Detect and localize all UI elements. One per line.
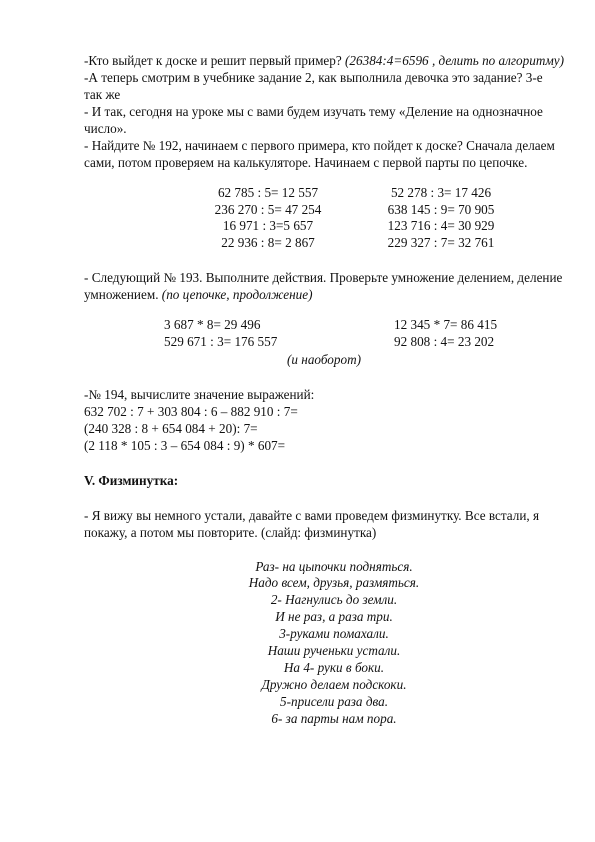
task-193-note: (по цепочке, продолжение) (161, 287, 313, 303)
task-193-examples (84, 317, 564, 350)
example-row: 16 971 : 3=5 657 (222, 218, 314, 234)
intro-answer-note: (26384:4=6596 , делить по алгоритму) (345, 53, 565, 68)
textbook-task-paragraph: -А теперь смотрим в учебнике задание 2, как выполнила девочка это задание? 3-е так же (84, 70, 543, 102)
example-row: 3 687 * 8= 29 496 (164, 317, 261, 333)
task-193-reverse-note: (и наоборот) (287, 351, 361, 367)
poem-line: Дружно делаем подскоки. (261, 676, 407, 692)
expression-row: (2 118 * 105 : 3 – 654 084 : 9) * 607= (84, 437, 286, 453)
task-192-intro: - Найдите № 192, начинаем с первого примера, кто пойдет к доске? Сначала делаем сами, потом проверяем на калькуляторе. Начинаем с первой парты по цепочке. (84, 138, 555, 170)
poem-line: Надо всем, друзья, размяться. (248, 575, 420, 591)
poem-line: 3-руками помахали. (279, 626, 389, 642)
section-heading: V. Физминутка: (84, 472, 179, 488)
example-row: 92 808 : 4= 23 202 (394, 333, 495, 349)
poem-line: Раз- на цыпочки подняться. (255, 558, 413, 574)
example-row: 62 785 : 5= 12 557 (217, 185, 319, 200)
example-row: 229 327 : 7= 32 761 (387, 234, 495, 250)
document-page (84, 52, 564, 728)
poem-line: На 4- руки в боки. (283, 660, 385, 675)
lesson-topic-paragraph: - И так, сегодня на уроке мы с вами будем изучать тему «Деление на однозначное число». (84, 104, 543, 136)
poem-line: 2- Нагнулись до земли. (270, 592, 398, 608)
poem-line: И не раз, а раза три. (275, 609, 393, 625)
example-row: 638 145 : 9= 70 905 (387, 201, 495, 217)
intro-question (84, 52, 564, 69)
poem-line: Наши рученьки устали. (267, 643, 401, 659)
example-row: 123 716 : 4= 30 929 (387, 218, 495, 234)
task-194-heading: -№ 194, вычислите значение выражений: (84, 386, 315, 402)
poem-line: 5-присели раза два. (279, 693, 389, 709)
example-row: 529 671 : 3= 176 557 (164, 333, 278, 349)
example-row: 52 278 : 3= 17 426 (390, 185, 492, 200)
expression-row: (240 328 : 8 + 654 084 + 20): 7= (84, 420, 258, 436)
exercise-intro-paragraph: - Я вижу вы немного устали, давайте с вами проведем физминутку. Все встали, я покажу, а потом мы повторите. (слайд: физминутка) (84, 507, 540, 540)
example-row: 236 270 : 5= 47 254 (214, 201, 322, 217)
expression-row: 632 702 : 7 + 303 804 : 6 – 882 910 : 7= (84, 403, 298, 419)
task-192-examples (84, 185, 564, 251)
task-193-text: - Следующий № 193. Выполните действия. Проверьте умножение делением, деление умножением. (84, 270, 563, 303)
example-row: 22 936 : 8= 2 867 (221, 234, 315, 250)
task-193-intro (84, 269, 564, 303)
poem-line: 6- за парты нам пора. (271, 710, 397, 726)
intro-question-text: -Кто выйдет к доске и решит первый пример? (84, 53, 346, 68)
example-row: 12 345 * 7= 86 415 (394, 317, 498, 333)
exercise-poem (84, 559, 564, 728)
